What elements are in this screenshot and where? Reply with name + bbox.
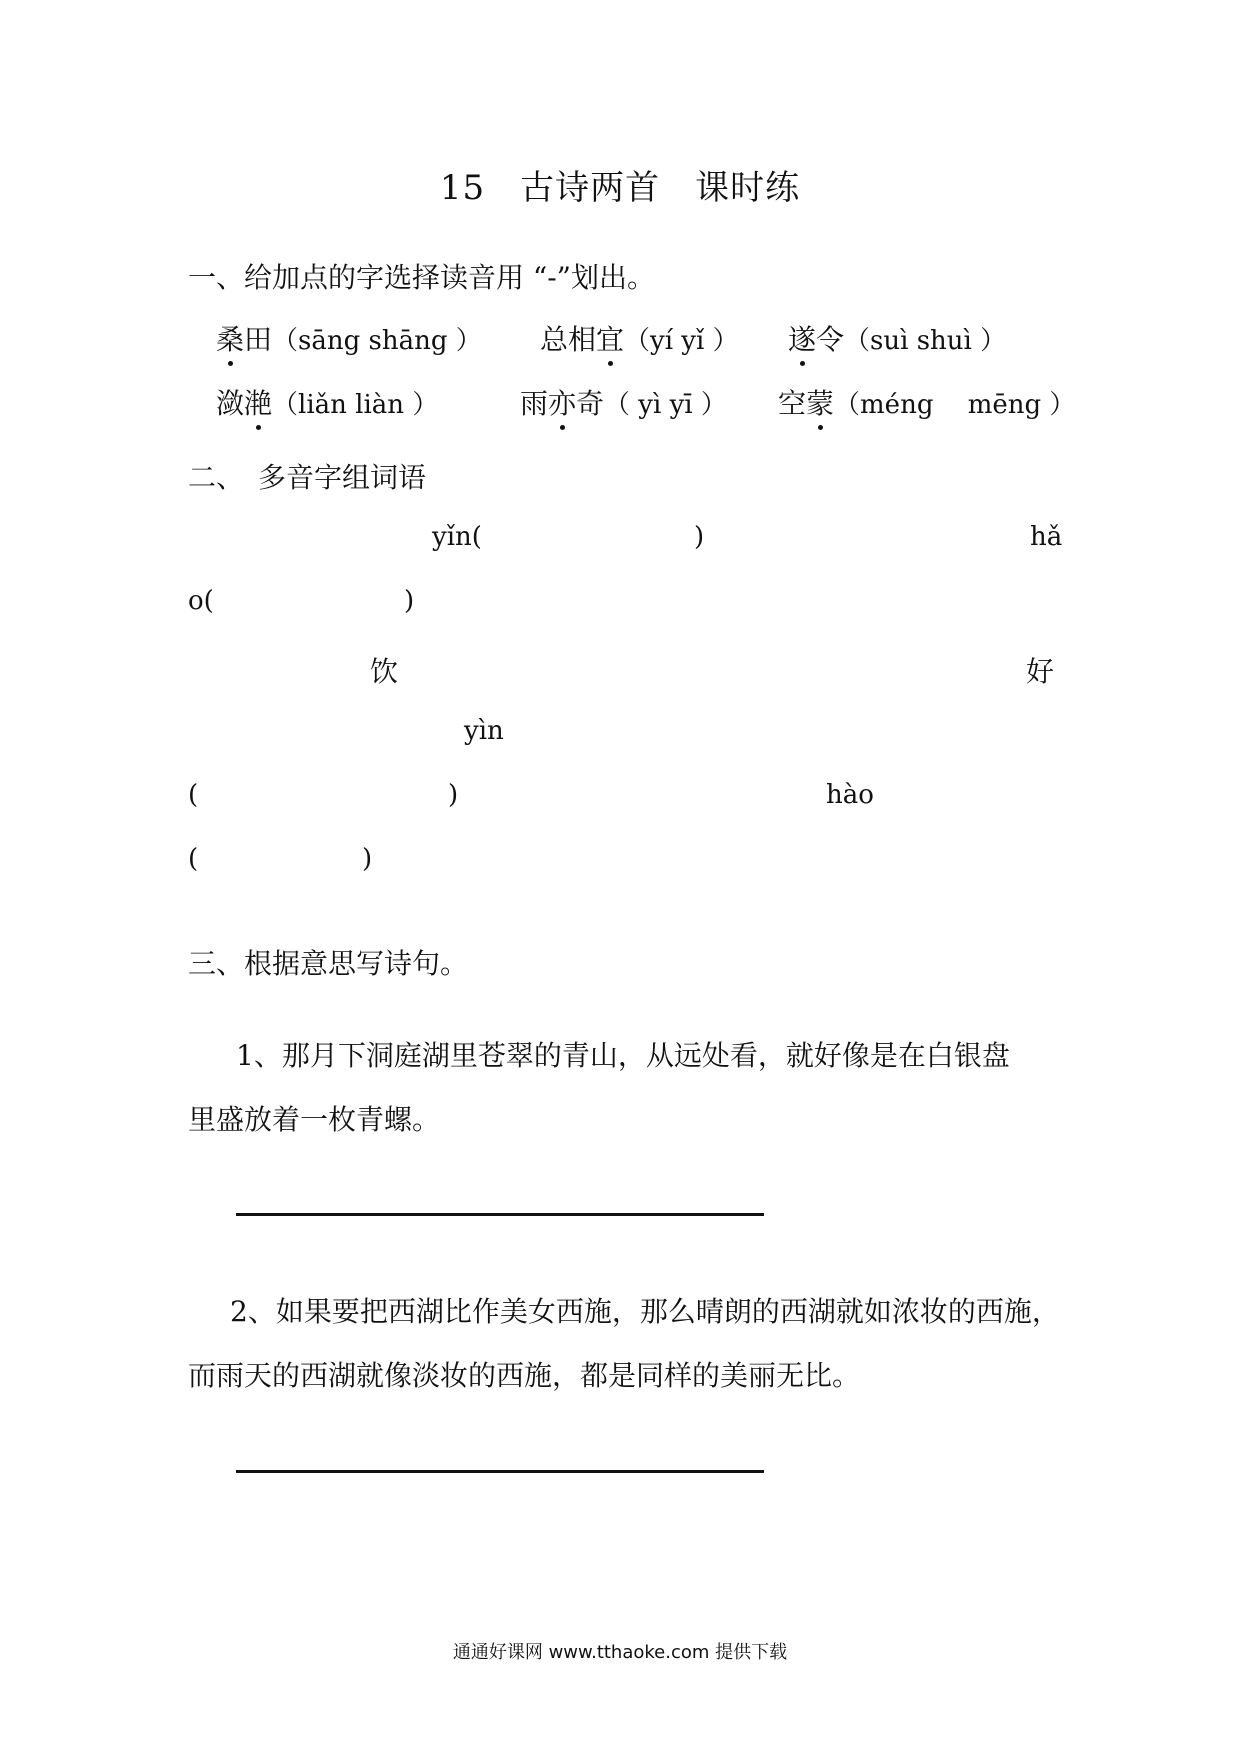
paren-close: ) [448, 780, 459, 810]
pinyin-options: （ yì yī ） [604, 390, 727, 420]
polyphone-char-hao: 好 [1026, 655, 1055, 688]
section1-heading: 一、给加点的字选择读音用 “-”划出。 [188, 261, 655, 294]
polyphone-char-yin: 饮 [370, 655, 399, 688]
pinyin-options: （méng mēng ） [834, 390, 1076, 420]
pinyin-yin3: yǐn( [432, 522, 482, 552]
dotted-char: 亦 [548, 382, 576, 422]
paren-open: ( [188, 844, 199, 874]
dotted-char: 滟 [244, 382, 272, 422]
pinyin-item-2: 总相宜（yí yǐ ） [540, 318, 739, 358]
paren-open: ( [188, 780, 199, 810]
answer-line-1[interactable] [236, 1213, 764, 1216]
pinyin-item-4: 潋滟（liǎn liàn ） [216, 382, 438, 422]
dotted-char: 遂 [788, 318, 816, 358]
page-title: 15 古诗两首 课时练 [439, 168, 801, 208]
pinyin-item-5: 雨亦奇（ yì yī ） [520, 382, 727, 422]
question-1-line-1: 1、那月下洞庭湖里苍翠的青山，从远处看，就好像是在白银盘 [236, 1039, 1010, 1072]
pinyin-item-6: 空蒙（méng mēng ） [778, 382, 1075, 422]
question-2-line-2: 而雨天的西湖就像淡妆的西施，都是同样的美丽无比。 [188, 1359, 861, 1392]
dotted-char: 蒙 [806, 382, 834, 422]
pinyin-options: （suì shuì ） [844, 326, 1007, 356]
pinyin-item-3: 遂令（suì shuì ） [788, 318, 1006, 358]
section3-heading: 三、根据意思写诗句。 [188, 947, 469, 980]
footer-credit: 通通好课网 www.tthaoke.com 提供下载 [452, 1642, 788, 1663]
dotted-char: 宜 [596, 318, 624, 358]
paren-close: ) [404, 586, 415, 616]
dotted-char: 桑 [216, 318, 244, 358]
pinyin-hao3-part1: hǎ [1030, 522, 1063, 552]
paren-close: ) [362, 844, 373, 874]
question-1-line-2: 里盛放着一枚青螺。 [188, 1103, 441, 1136]
pinyin-options: （sāng shāng ） [272, 326, 482, 356]
pinyin-yin4: yìn [464, 716, 504, 746]
pinyin-item-1: 桑田（sāng shāng ） [216, 318, 482, 358]
paren-close: ) [694, 522, 705, 552]
pinyin-hao3-part2: o( [188, 586, 214, 616]
answer-line-2[interactable] [236, 1470, 764, 1473]
pinyin-options: （yí yǐ ） [624, 326, 739, 356]
question-2-line-1: 2、如果要把西湖比作美女西施，那么晴朗的西湖就如浓妆的西施， [230, 1295, 1060, 1328]
section2-heading: 二、 多音字组词语 [188, 461, 427, 494]
pinyin-hao4: hào [826, 780, 874, 810]
pinyin-options: （liǎn liàn ） [272, 390, 439, 420]
